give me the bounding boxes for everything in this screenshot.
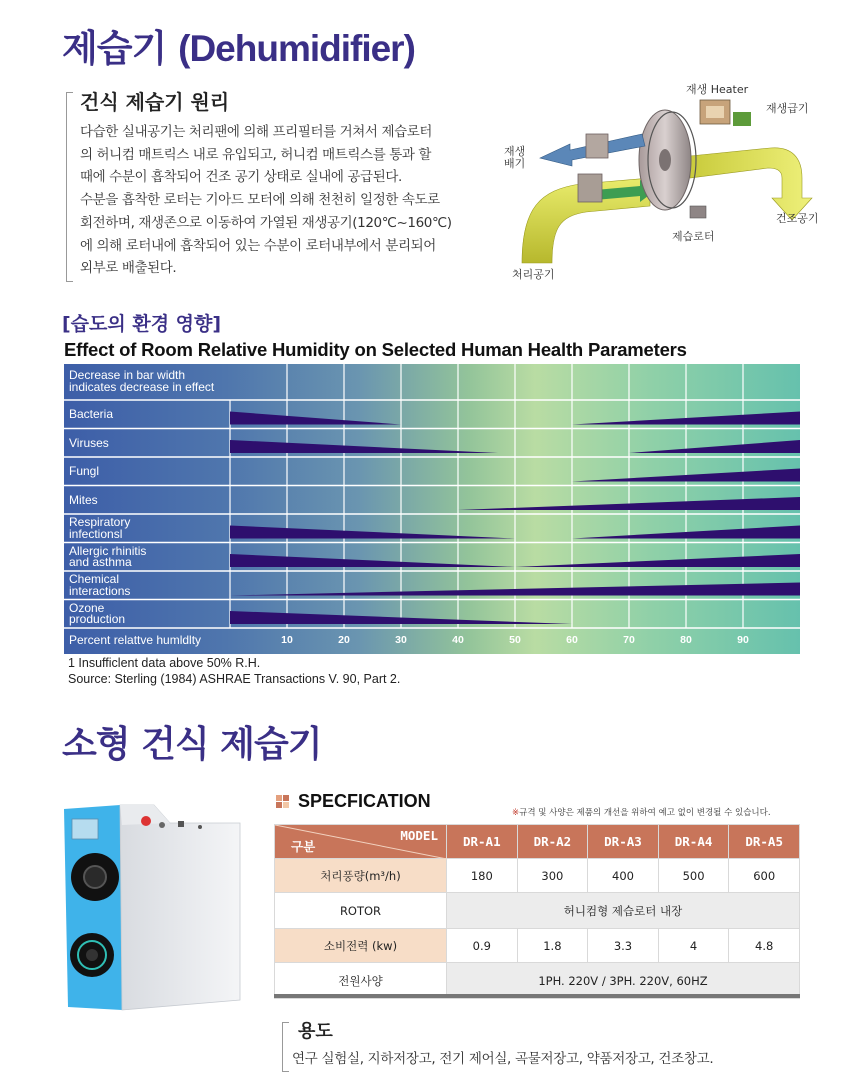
x-axis-label: Percent relattve humldlty: [69, 633, 202, 647]
chart-note: 1 Insufficlent data above 50% R.H.: [68, 656, 261, 670]
spec-heading: SPECFICATION: [298, 791, 431, 811]
row-label-airflow: 처리풍량(m³/h): [275, 859, 447, 893]
description-line: 회전하며, 재생존으로 이동하여 가열된 재생공기(120℃~160℃): [80, 214, 452, 231]
description-line: 의 허니컴 매트릭스 내로 유입되고, 허니컴 매트릭스를 통과 할: [80, 146, 432, 163]
row-label-power: 소비전력 (kw): [275, 929, 447, 963]
description-line: 수분을 흡착한 로터는 기아드 모터에 의해 천천히 일정한 속도로: [80, 192, 440, 209]
x-tick-label: 90: [737, 634, 749, 646]
spec-row-airflow: [275, 859, 800, 893]
chart-title: Effect of Room Relative Humidity on Selected Human Health Parameters: [64, 339, 687, 360]
title-korean: 제습기: [62, 27, 167, 70]
model-header: DR-A2: [517, 825, 588, 859]
heater-label: 재생 Heater: [686, 83, 749, 96]
usage-bracket: [282, 1022, 283, 1072]
rotor-label: 제습로터: [672, 230, 715, 243]
power-value: 1.8: [517, 929, 588, 963]
spec-table-bottom-rule: [274, 994, 800, 998]
corner-model-label: MODEL: [400, 828, 438, 843]
effect-wedge: [230, 526, 515, 539]
chart-notes: [68, 656, 400, 687]
description-line: 다습한 실내공기는 처리팬에 의해 프리필터를 거쳐서 제습로터: [80, 124, 433, 140]
description-line: 때에 수분이 흡착되어 건조 공기 상태로 실내에 공급된다.: [80, 169, 402, 186]
effect-wedge: [629, 440, 800, 453]
airflow-value: 300: [517, 859, 588, 893]
rotor-value: 허니컴형 제습로터 내장: [447, 893, 800, 929]
chart-source: Source: Sterling (1984) ASHRAE Transactions V. 90, Part 2.: [68, 671, 401, 686]
row-label: Ozone production: [69, 600, 126, 626]
regen-supply-label: 재생급기: [766, 102, 809, 115]
humidity-effect-chart: [64, 364, 800, 654]
airflow-value: 180: [447, 859, 518, 893]
chart-legend-text: Decrease in bar width indicates decrease in effect: [69, 368, 215, 394]
model-header: DR-A1: [447, 825, 518, 859]
dehumidifier-illustration: [50, 795, 250, 1020]
x-tick-label: 60: [566, 634, 578, 646]
spec-table: [274, 824, 800, 999]
spec-note-text: 규격 및 사양은 제품의 개선을 위하여 예고 없이 변경될 수 있습니다.: [519, 808, 771, 818]
dry-air-label: 건조공기: [776, 212, 819, 225]
power-value: 0.9: [447, 929, 518, 963]
small-dehumidifier-title: 소형 건식 제습기: [62, 724, 322, 765]
airflow-value: 600: [729, 859, 800, 893]
effect-wedge: [230, 554, 515, 567]
effect-wedge: [230, 412, 401, 425]
model-header: DR-A5: [729, 825, 800, 859]
title-english: (Dehumidifier): [178, 28, 415, 69]
row-label: Fungl: [69, 464, 100, 478]
regen-exhaust-label: 재생 배기: [504, 145, 526, 170]
row-label: Viruses: [69, 435, 109, 450]
airflow-value: 400: [588, 859, 659, 893]
x-tick-label: 20: [338, 634, 350, 646]
humidity-section-title: [습도의 환경 영향]: [62, 313, 222, 335]
row-label: Bacteria: [69, 407, 114, 421]
page-title: [62, 18, 415, 72]
description-line: 외부로 배출된다.: [80, 260, 177, 277]
usage-title: 용도: [298, 1021, 333, 1042]
principle-title: 건식 제습기 원리: [80, 90, 230, 114]
process-air-label: 처리공기: [512, 268, 555, 281]
x-tick-label: 80: [680, 634, 692, 646]
model-header: DR-A3: [588, 825, 659, 859]
spec-corner-cell: [275, 825, 447, 859]
airflow-value: 500: [658, 859, 729, 893]
power-value: 4: [658, 929, 729, 963]
usage-text: 연구 실험실, 지하저장고, 전기 제어실, 곡물저장고, 약품저장고, 건조창고.: [292, 1051, 714, 1067]
x-tick-label: 10: [281, 634, 293, 646]
chart-plot: [64, 364, 800, 654]
row-label: Chemical interactions: [69, 572, 131, 598]
supply-value: 1PH. 220V / 3PH. 220V, 60HZ: [447, 963, 800, 999]
spec-bullet-icon: [276, 795, 290, 809]
x-tick-label: 50: [509, 634, 521, 646]
x-tick-label: 30: [395, 634, 407, 646]
description-line: 에 의해 로터내에 흡착되어 있는 수분이 로터내부에서 분리되어: [80, 237, 436, 254]
x-tick-label: 40: [452, 634, 464, 646]
power-value: 4.8: [729, 929, 800, 963]
row-label: Respiratory infectionsl: [69, 515, 131, 541]
spec-header-row: [275, 825, 800, 859]
spec-row-rotor: [275, 893, 800, 929]
effect-wedge: [515, 554, 800, 567]
principle-bracket: [66, 92, 67, 282]
row-label: Mites: [69, 492, 98, 507]
row-label: Allergic rhinitis and asthma: [69, 543, 147, 569]
spec-note: [512, 806, 771, 818]
power-value: 3.3: [588, 929, 659, 963]
dehumidifier-principle-diagram: [500, 78, 830, 283]
corner-category-label: 구분: [291, 839, 316, 854]
dehumidifier-product-image: [50, 795, 250, 1020]
row-label-supply: 전원사양: [275, 963, 447, 999]
model-header: DR-A4: [658, 825, 729, 859]
row-label-rotor: ROTOR: [275, 893, 447, 929]
spec-row-power: [275, 929, 800, 963]
principle-description: [80, 121, 480, 280]
x-tick-label: 70: [623, 634, 635, 646]
note-star-icon: ※: [512, 808, 520, 818]
